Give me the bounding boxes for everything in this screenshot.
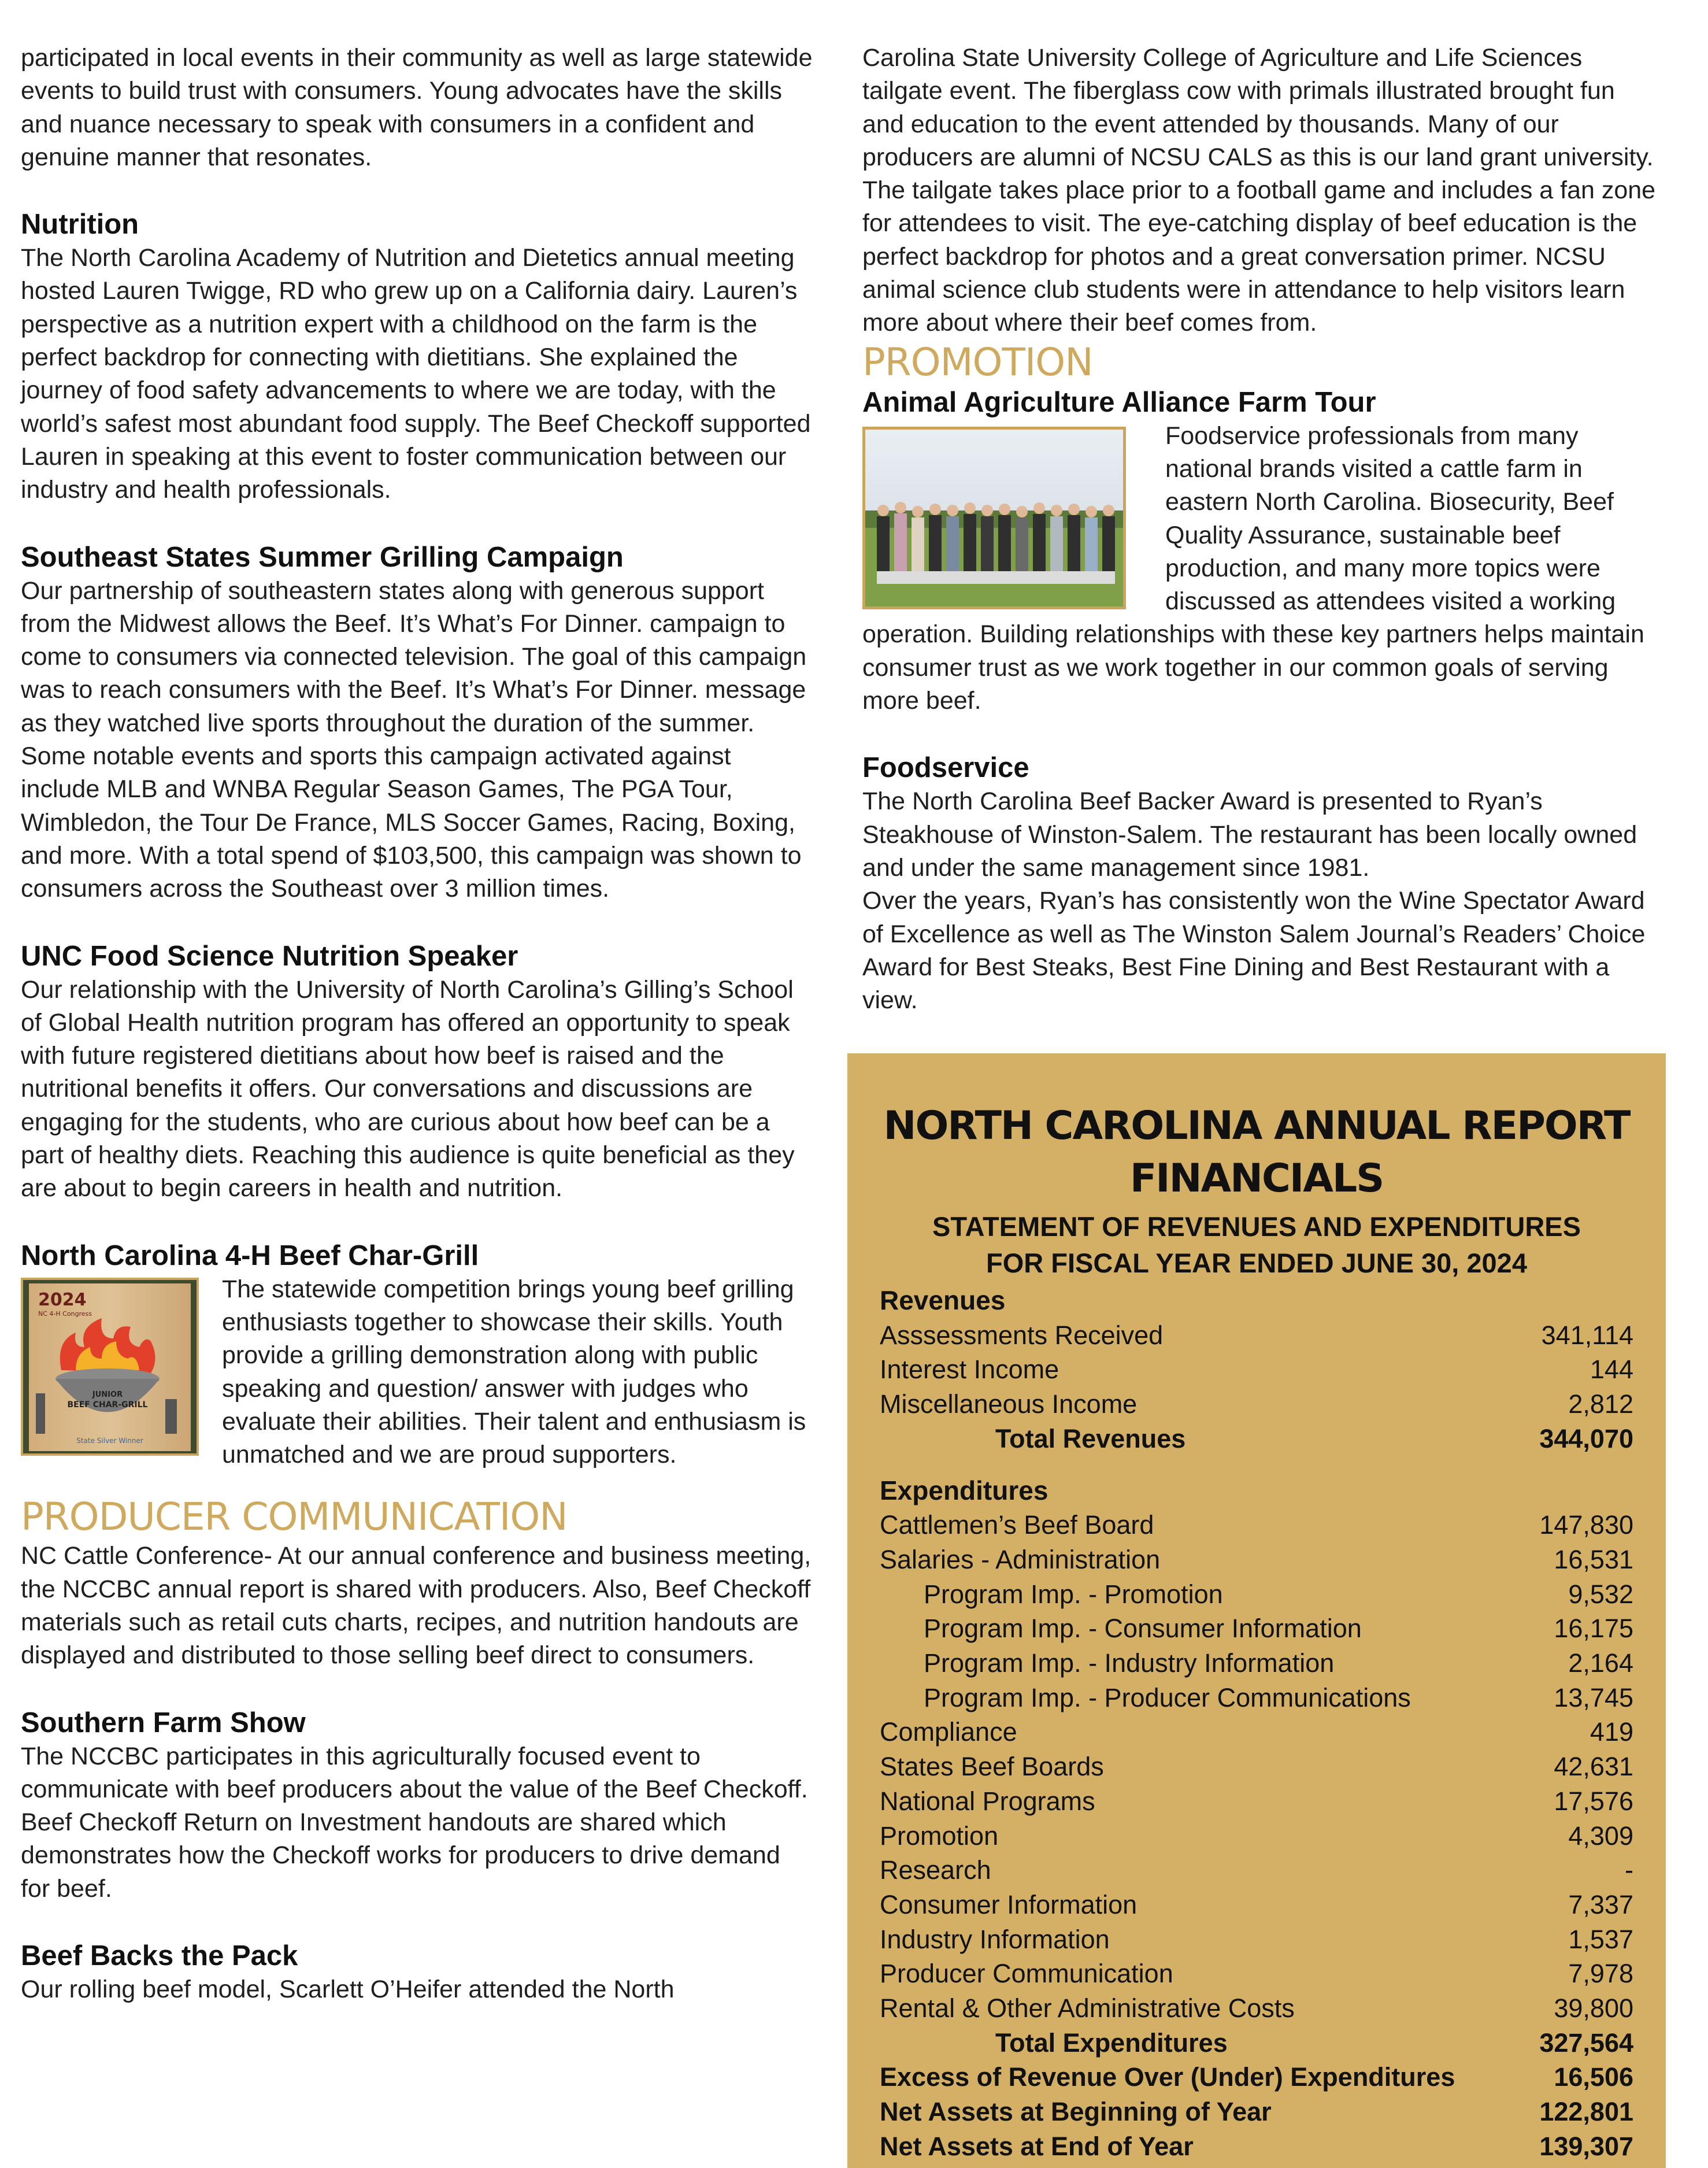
expenditure-row-label: Program Imp. - Industry Information [924,1648,1335,1678]
nutrition-heading: Nutrition [21,209,139,241]
expenditure-row-label: States Beef Boards [880,1752,1104,1782]
revenue-row-value: 144 [1590,1355,1633,1385]
beef-backs-pack-body: Our rolling beef model, Scarlett O’Heifer attended the North [21,1975,675,2004]
plaque-illustration [21,1278,199,1456]
revenue-row-value: 341,114 [1541,1320,1633,1350]
expenditure-row-value: 7,978 [1568,1959,1633,1989]
farm-tour-group-photo [862,427,1126,609]
expenditure-row-value: 13,745 [1554,1682,1633,1712]
expenditure-row-label: Producer Communication [880,1959,1173,1989]
expenditure-row-value: 1,537 [1568,1924,1633,1954]
grilling-campaign-body: Our partnership of southeastern states along with generous support from the Midwest allows the Beef. It’s What’s For Dinner. campaign to come to consumers via connected television. The goal of this campaign was to reach consumers with the Beef. It’s What’s For Dinner. message as they watched live sports throughout the duration of the summer. Some notable events and sports this campaign activated against include MLB and WNBA Regular Season Games, The PGA Tour, Wimbledon, the Tour De France, MLS Soccer Games, Racing, Boxing, and more. With a total spend of $103,500, this campaign was shown to consumers across the Southeast over 3 million times. [21,576,807,903]
right-column [862,42,1660,1017]
intro-paragraph: participated in local events in their community as well as large statewide events to build trust with consumers. Young advocates have the skills and nuance necessary to speak with consumers in a confident and genuine manner that resonates. [21,44,813,171]
farm-tour-section [862,420,1660,718]
unc-speaker-heading: UNC Food Science Nutrition Speaker [21,940,518,972]
revenues-table [880,1318,1633,1422]
expenditure-row-label: Consumer Information [880,1889,1138,1919]
revenue-row [880,1318,1633,1353]
summary-row-value: 139,307 [1539,2131,1633,2161]
producer-communication-heading: PRODUCER COMMUNICATION [21,1494,568,1540]
revenue-row-value: 2,812 [1568,1389,1633,1419]
financials-subtitle-2: FOR FISCAL YEAR ENDED JUNE 30, 2024 [986,1248,1527,1278]
expenditure-row-label: Salaries - Administration [880,1544,1161,1574]
expenditure-row-value: 9,532 [1568,1579,1633,1609]
financials-box [847,1053,1666,2168]
char-grill-body: The statewide competition brings young beef grilling enthusiasts together to showcase their skills. Youth provide a grilling demonstration along with public speaking and question/ answer with judges who evaluate their abilities. Their talent and enthusiasm is unmatched and we are proud supporters. [222,1275,806,1469]
plaque-footer: State Silver Winner [76,1436,143,1445]
total-revenues-label: Total Revenues [995,1423,1186,1453]
foodservice-heading: Foodservice [862,752,1029,784]
expenditure-row [880,1956,1633,1991]
expenditure-row-label: Program Imp. - Consumer Information [924,1614,1362,1644]
expenditure-row [880,1819,1633,1853]
revenue-row-label: Interest Income [880,1355,1059,1385]
expenditure-row [880,1681,1633,1715]
expenditure-row-label: Cattlemen’s Beef Board [880,1510,1154,1540]
expenditure-row-value: 419 [1590,1717,1633,1747]
foodservice-body-2: Over the years, Ryan’s has consistently won the Wine Spectator Award of Excellence as well as The Winston Salem Journal’s Readers’ Choice Award for Best Steaks, Best Fine Dining and Best Restaurant with a view. [862,887,1646,1015]
expenditure-row [880,1749,1633,1784]
expenditure-row [880,1784,1633,1819]
expenditure-row [880,1715,1633,1749]
summary-row-value: 122,801 [1539,2097,1633,2127]
farm-show-heading: Southern Farm Show [21,1707,306,1738]
unc-speaker-body: Our relationship with the University of North Carolina’s Gilling’s School of Global Health nutrition program has offered an opportunity to speak with future registered dietitians about how beef is raised and the nutritional benefits it offers. Our conversations and discussions are engaging for the students, who are curious about how beef can be a part of healthy diets. Reaching this audience is quite beneficial as they are about to begin careers in health and nutrition. [21,975,795,1203]
summary-table [880,2060,1633,2163]
char-grill-section [21,1273,813,1472]
expenditure-row [880,1577,1633,1612]
total-revenues-row [880,1422,1633,1456]
plaque-title-1: JUNIOR [92,1390,123,1399]
expenditure-row-value: 4,309 [1568,1821,1633,1851]
plaque-year: 2024 [38,1289,87,1310]
revenue-row-label: Asssessments Received [880,1320,1164,1350]
expenditure-row-value: 2,164 [1568,1648,1633,1678]
expenditures-label: Expenditures [880,1475,1048,1505]
expenditures-table [880,1508,1633,2026]
farm-tour-heading: Animal Agriculture Alliance Farm Tour [862,386,1376,418]
expenditure-row [880,1888,1633,1922]
expenditure-row-label: Research [880,1855,991,1885]
summary-row-label: Net Assets at End of Year [880,2131,1194,2161]
expenditure-row-label: Rental & Other Administrative Costs [880,1993,1295,2023]
expenditure-row-value: 42,631 [1554,1752,1633,1782]
expenditure-row [880,1991,1633,2026]
summary-row-value: 16,506 [1554,2062,1633,2092]
total-revenues-value: 344,070 [1539,1423,1633,1453]
expenditure-row-value: - [1625,1855,1633,1885]
plaque-subtitle: NC 4-H Congress [38,1309,92,1318]
revenue-row [880,1387,1633,1422]
summary-row-label: Net Assets at Beginning of Year [880,2097,1272,2127]
expenditure-row-value: 147,830 [1539,1510,1633,1540]
total-expenditures-row [880,2026,1633,2060]
expenditure-row [880,1611,1633,1646]
expenditure-row-label: National Programs [880,1786,1095,1816]
expenditure-row-label: Industry Information [880,1924,1110,1954]
farm-show-body: The NCCBC participates in this agriculturally focused event to communicate with beef producers about the value of the Beef Checkoff. Beef Checkoff Return on Investment handouts are shared which demonstrates how the Checkoff works for producers to drive demand for beef. [21,1742,808,1903]
summary-row [880,2060,1633,2095]
expenditure-row-label: Program Imp. - Producer Communications [924,1682,1411,1712]
financials-title: NORTH CAROLINA ANNUAL REPORT FINANCIALS [883,1103,1630,1201]
char-grill-plaque-image [21,1278,199,1456]
summary-row-label: Excess of Revenue Over (Under) Expenditures [880,2062,1455,2092]
revenues-label: Revenues [880,1285,1006,1315]
total-expenditures-label: Total Expenditures [995,2028,1228,2058]
expenditure-row [880,1646,1633,1681]
foodservice-body-1: The North Carolina Beef Backer Award is presented to Ryan’s Steakhouse of Winston-Salem. The restaurant has been locally owned and under the same management since 1981. [862,787,1637,882]
farm-tour-body: Foodservice professionals from many national brands visited a cattle farm in eastern North Carolina. Biosecurity, Beef Quality Assurance, sustainable beef production, and many more topics were discussed as attendees visited a working operation. Building relationships with these key partners helps maintain consumer trust as we work together in our common goals of serving more beef. [862,421,1644,715]
left-column [21,42,813,2006]
producer-communication-body: NC Cattle Conference- At our annual conference and business meeting, the NCCBC annual report is shared with producers. Also, Beef Checkoff materials such as retail cuts charts, recipes, and nutrition handouts are displayed and distributed to those selling beef direct to consumers. [21,1542,812,1670]
expenditure-row-value: 17,576 [1554,1786,1633,1816]
promotion-heading: PROMOTION [862,339,1093,384]
summary-row [880,2095,1633,2129]
revenue-row [880,1352,1633,1387]
beef-backs-pack-continued: Carolina State University College of Agriculture and Life Sciences tailgate event. The fiberglass cow with primals illustrated brought fun and education to the event attended by thousands. Many of our producers are alumni of NCSU CALS as this is our land grant university. The tailgate takes place prior to a football game and includes a fan zone for attendees to visit. The eye-catching display of beef education is the perfect backdrop for photos and a great conversation primer. NCSU animal science club students were in attendance to help visitors learn more about where their beef comes from. [862,44,1656,337]
nutrition-body: The North Carolina Academy of Nutrition and Dietetics annual meeting hosted Lauren Twigge, RD who grew up on a California dairy. Lauren’s perspective as a nutrition expert with a childhood on the farm is the perfect backdrop for connecting with dietitians. She explained the journey of food safety advancements to where we are today, with the world’s safest most abundant food supply. The Beef Checkoff supported Lauren in speaking at this event to foster communication between our industry and health professionals. [21,244,811,504]
group-photo-illustration [865,430,1123,606]
expenditure-row [880,1508,1633,1542]
summary-row [880,2129,1633,2164]
revenue-row-label: Miscellaneous Income [880,1389,1138,1419]
expenditure-row-value: 16,175 [1554,1614,1633,1644]
expenditure-row [880,1922,1633,1957]
expenditure-row-value: 39,800 [1554,1993,1633,2023]
expenditure-row-label: Compliance [880,1717,1017,1747]
expenditure-row-label: Promotion [880,1821,999,1851]
expenditure-row-value: 7,337 [1568,1889,1633,1919]
beef-backs-pack-heading: Beef Backs the Pack [21,1940,298,1972]
total-expenditures-value: 327,564 [1539,2028,1633,2058]
expenditure-row [880,1853,1633,1888]
expenditure-row-label: Program Imp. - Promotion [924,1579,1223,1609]
char-grill-heading: North Carolina 4-H Beef Char-Grill [21,1240,479,1271]
plaque-title-2: BEEF CHAR-GRILL [67,1400,148,1409]
expenditure-row [880,1542,1633,1577]
grilling-campaign-heading: Southeast States Summer Grilling Campaign [21,541,624,573]
expenditure-row-value: 16,531 [1554,1544,1633,1574]
financials-subtitle-1: STATEMENT OF REVENUES AND EXPENDITURES [932,1211,1581,1242]
